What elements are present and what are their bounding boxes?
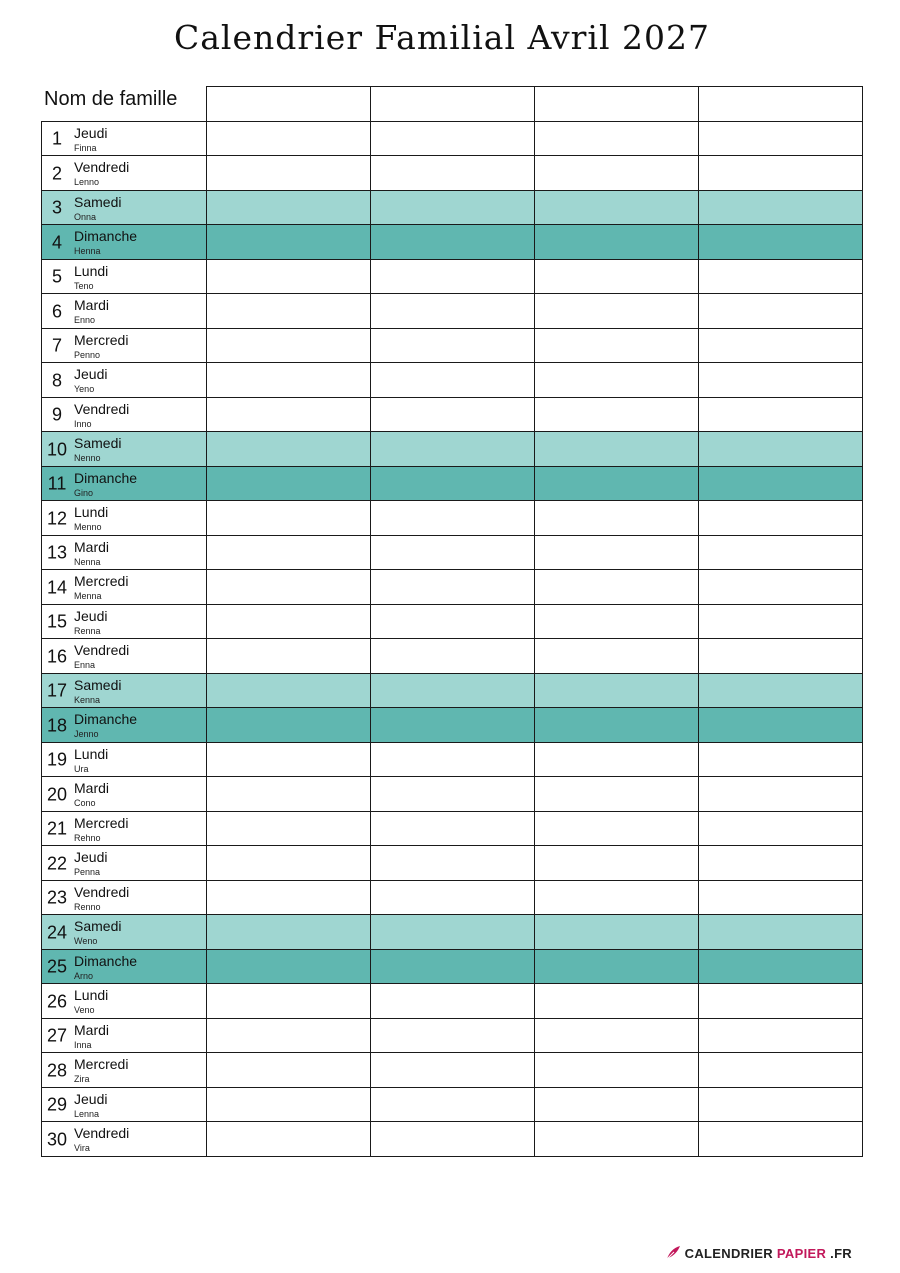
saint-name: Cono — [74, 798, 96, 808]
entry-cell[interactable] — [699, 673, 863, 708]
entry-cell[interactable] — [535, 811, 699, 846]
entry-cell[interactable] — [207, 535, 371, 570]
entry-cell[interactable] — [535, 328, 699, 363]
entry-cell[interactable] — [207, 604, 371, 639]
entry-cell[interactable] — [535, 1087, 699, 1122]
saint-name: Gino — [74, 487, 94, 498]
entry-cell[interactable] — [207, 777, 371, 812]
day-cell — [42, 1018, 207, 1053]
entry-cell[interactable] — [535, 294, 699, 329]
day-cell — [42, 777, 207, 812]
day-row — [42, 949, 863, 984]
saint-name: Veno — [74, 1005, 95, 1015]
day-number: 10 — [46, 439, 68, 460]
day-cell — [42, 432, 207, 467]
day-cell — [42, 156, 207, 191]
day-row — [42, 708, 863, 743]
entry-cell[interactable] — [699, 639, 863, 674]
day-cell — [42, 915, 207, 950]
entry-cell[interactable] — [207, 501, 371, 536]
family-name-label: Nom de famille — [44, 88, 178, 110]
family-member-cell[interactable] — [207, 87, 371, 122]
entry-cell[interactable] — [535, 570, 699, 605]
day-row — [42, 190, 863, 225]
entry-cell[interactable] — [699, 501, 863, 536]
entry-cell[interactable] — [371, 880, 535, 915]
day-row — [42, 294, 863, 329]
entry-cell[interactable] — [371, 915, 535, 950]
day-cell — [42, 259, 207, 294]
entry-cell[interactable] — [371, 121, 535, 156]
day-cell — [42, 984, 207, 1019]
saint-name: Enno — [74, 315, 96, 325]
saint-name: Vira — [74, 1143, 90, 1153]
entry-cell[interactable] — [371, 811, 535, 846]
brand-text-part3: .FR — [830, 1245, 852, 1261]
day-row — [42, 604, 863, 639]
entry-cell[interactable] — [371, 708, 535, 743]
entry-cell[interactable] — [207, 639, 371, 674]
day-name: Dimanche — [74, 469, 138, 486]
day-cell — [42, 1122, 207, 1157]
entry-cell[interactable] — [535, 397, 699, 432]
day-name: Mardi — [74, 297, 110, 313]
saint-name: Teno — [74, 280, 94, 291]
entry-cell[interactable] — [371, 432, 535, 467]
day-number: 1 — [51, 128, 62, 149]
day-name: Lundi — [74, 504, 109, 520]
entry-cell[interactable] — [535, 673, 699, 708]
entry-cell[interactable] — [535, 432, 699, 467]
day-name: Vendredi — [74, 1125, 130, 1141]
entry-cell[interactable] — [207, 363, 371, 398]
feather-icon — [665, 1245, 681, 1261]
saint-name: Renna — [74, 625, 101, 636]
entry-cell[interactable] — [371, 673, 535, 708]
saint-name: Onna — [74, 211, 97, 222]
day-number: 22 — [46, 853, 68, 874]
day-row — [42, 742, 863, 777]
day-number: 18 — [46, 715, 68, 736]
day-name: Jeudi — [74, 366, 108, 382]
saint-name: Jenno — [74, 729, 99, 739]
day-cell — [42, 535, 207, 570]
entry-cell[interactable] — [207, 466, 371, 501]
saint-name: Yeno — [74, 384, 95, 394]
entry-cell[interactable] — [699, 1053, 863, 1088]
entry-cell[interactable] — [207, 1018, 371, 1053]
day-name: Mercredi — [74, 331, 129, 348]
day-row — [42, 1018, 863, 1053]
family-member-cell[interactable] — [535, 87, 699, 122]
brand-text-part1: CALENDRIER — [684, 1245, 773, 1261]
entry-cell[interactable] — [699, 294, 863, 329]
entry-cell[interactable] — [699, 708, 863, 743]
saint-name: Menno — [74, 522, 102, 532]
entry-cell[interactable] — [535, 949, 699, 984]
entry-cell[interactable] — [535, 915, 699, 950]
day-number: 29 — [46, 1094, 68, 1115]
day-row — [42, 466, 863, 501]
entry-cell[interactable] — [699, 1122, 863, 1157]
day-row — [42, 363, 863, 398]
entry-cell[interactable] — [535, 1018, 699, 1053]
entry-cell[interactable] — [207, 225, 371, 260]
saint-name: Henna — [74, 246, 101, 256]
entry-cell[interactable] — [207, 949, 371, 984]
entry-cell[interactable] — [699, 811, 863, 846]
entry-cell[interactable] — [535, 880, 699, 915]
entry-cell[interactable] — [371, 949, 535, 984]
entry-cell[interactable] — [535, 708, 699, 743]
day-row — [42, 639, 863, 674]
day-cell — [42, 604, 207, 639]
day-name: Lundi — [74, 745, 109, 762]
day-row — [42, 811, 863, 846]
day-number: 24 — [46, 922, 68, 943]
entry-cell[interactable] — [207, 880, 371, 915]
day-number: 17 — [46, 680, 68, 701]
entry-cell[interactable] — [535, 604, 699, 639]
entry-cell[interactable] — [699, 846, 863, 881]
entry-cell[interactable] — [207, 811, 371, 846]
day-number: 20 — [46, 784, 68, 805]
brand-text-part2: PAPIER — [776, 1245, 827, 1261]
entry-cell[interactable] — [699, 1087, 863, 1122]
entry-cell[interactable] — [699, 742, 863, 777]
entry-cell[interactable] — [535, 777, 699, 812]
day-number: 2 — [51, 163, 62, 184]
calendar-table — [41, 86, 863, 1157]
day-name: Samedi — [74, 435, 122, 451]
entry-cell[interactable] — [207, 673, 371, 708]
entry-cell[interactable] — [207, 1122, 371, 1157]
entry-cell[interactable] — [207, 570, 371, 605]
day-row — [42, 1087, 863, 1122]
day-row — [42, 570, 863, 605]
saint-name: Penna — [74, 867, 101, 877]
day-row — [42, 777, 863, 812]
day-cell — [42, 501, 207, 536]
day-number: 21 — [46, 818, 68, 839]
day-name: Dimanche — [74, 952, 138, 969]
saint-name: Lenno — [74, 177, 100, 187]
day-row — [42, 984, 863, 1019]
day-row — [42, 121, 863, 156]
entry-cell[interactable] — [699, 432, 863, 467]
day-row — [42, 880, 863, 915]
day-name: Jeudi — [74, 849, 108, 865]
entry-cell[interactable] — [699, 190, 863, 225]
day-name: Mardi — [74, 538, 110, 555]
day-number: 6 — [51, 301, 62, 322]
entry-cell[interactable] — [699, 880, 863, 915]
family-member-cell[interactable] — [699, 87, 863, 122]
entry-cell[interactable] — [371, 742, 535, 777]
day-name: Mercredi — [74, 573, 129, 589]
day-name: Mardi — [74, 1021, 110, 1038]
day-number: 7 — [51, 335, 62, 356]
entry-cell[interactable] — [207, 1087, 371, 1122]
entry-cell[interactable] — [371, 1053, 535, 1088]
day-cell — [42, 121, 207, 156]
day-name: Jeudi — [74, 124, 108, 141]
day-row — [42, 501, 863, 536]
day-cell — [42, 570, 207, 605]
entry-cell[interactable] — [535, 639, 699, 674]
day-row — [42, 156, 863, 191]
day-name: Jeudi — [74, 607, 108, 624]
day-name: Vendredi — [74, 883, 130, 900]
day-number: 8 — [51, 370, 62, 391]
family-member-cell[interactable] — [371, 87, 535, 122]
entry-cell[interactable] — [371, 190, 535, 225]
day-number: 3 — [51, 197, 62, 218]
saint-name: Penno — [74, 349, 101, 360]
entry-cell[interactable] — [371, 639, 535, 674]
entry-cell[interactable] — [699, 915, 863, 950]
entry-cell[interactable] — [535, 190, 699, 225]
day-cell — [42, 225, 207, 260]
day-cell — [42, 708, 207, 743]
day-number: 16 — [46, 646, 68, 667]
day-number: 27 — [46, 1025, 68, 1046]
entry-cell[interactable] — [371, 1122, 535, 1157]
entry-cell[interactable] — [699, 121, 863, 156]
entry-cell[interactable] — [699, 156, 863, 191]
saint-name: Zira — [74, 1074, 90, 1084]
brand-logo — [665, 1245, 852, 1261]
entry-cell[interactable] — [535, 156, 699, 191]
entry-cell[interactable] — [699, 225, 863, 260]
day-cell — [42, 363, 207, 398]
saint-name: Rehno — [74, 832, 101, 843]
day-number: 12 — [46, 508, 68, 529]
entry-cell[interactable] — [535, 984, 699, 1019]
day-number: 9 — [51, 404, 62, 425]
entry-cell[interactable] — [207, 742, 371, 777]
saint-name: Lenna — [74, 1108, 100, 1119]
day-row — [42, 259, 863, 294]
day-cell — [42, 1087, 207, 1122]
saint-name: Menna — [74, 591, 102, 601]
entry-cell[interactable] — [207, 328, 371, 363]
entry-cell[interactable] — [699, 777, 863, 812]
entry-cell[interactable] — [699, 535, 863, 570]
day-name: Samedi — [74, 193, 122, 210]
day-name: Mercredi — [74, 1056, 129, 1072]
entry-cell[interactable] — [371, 1018, 535, 1053]
day-number: 26 — [46, 991, 68, 1012]
entry-cell[interactable] — [371, 1087, 535, 1122]
entry-cell[interactable] — [535, 121, 699, 156]
entry-cell[interactable] — [699, 1018, 863, 1053]
entry-cell[interactable] — [371, 777, 535, 812]
day-number: 30 — [46, 1129, 68, 1150]
day-row — [42, 328, 863, 363]
entry-cell[interactable] — [207, 915, 371, 950]
day-row — [42, 432, 863, 467]
day-row — [42, 225, 863, 260]
entry-cell[interactable] — [207, 259, 371, 294]
day-number: 25 — [46, 956, 68, 977]
entry-cell[interactable] — [699, 328, 863, 363]
entry-cell[interactable] — [535, 363, 699, 398]
entry-cell[interactable] — [535, 535, 699, 570]
day-cell — [42, 742, 207, 777]
day-name: Lundi — [74, 987, 109, 1003]
day-row — [42, 1122, 863, 1157]
entry-cell[interactable] — [371, 397, 535, 432]
entry-cell[interactable] — [207, 156, 371, 191]
entry-cell[interactable] — [207, 432, 371, 467]
day-cell — [42, 328, 207, 363]
day-row — [42, 846, 863, 881]
day-cell — [42, 466, 207, 501]
day-number: 13 — [46, 542, 68, 563]
entry-cell[interactable] — [207, 846, 371, 881]
entry-cell[interactable] — [371, 294, 535, 329]
entry-cell[interactable] — [207, 190, 371, 225]
day-name: Vendredi — [74, 159, 130, 175]
day-number: 11 — [47, 473, 67, 494]
entry-cell[interactable] — [371, 466, 535, 501]
saint-name: Nenno — [74, 453, 101, 463]
day-cell — [42, 190, 207, 225]
day-number: 23 — [46, 887, 68, 908]
day-cell — [42, 880, 207, 915]
day-cell — [42, 811, 207, 846]
entry-cell[interactable] — [207, 708, 371, 743]
day-row — [42, 535, 863, 570]
entry-cell[interactable] — [371, 570, 535, 605]
entry-cell[interactable] — [699, 949, 863, 984]
entry-cell[interactable] — [535, 259, 699, 294]
day-name: Mardi — [74, 780, 110, 796]
day-cell — [42, 397, 207, 432]
day-name: Samedi — [74, 918, 122, 934]
day-cell — [42, 846, 207, 881]
saint-name: Nenna — [74, 556, 101, 567]
entry-cell[interactable] — [535, 742, 699, 777]
saint-name: Finna — [74, 142, 97, 153]
entry-cell[interactable] — [699, 604, 863, 639]
entry-cell[interactable] — [699, 259, 863, 294]
day-cell — [42, 673, 207, 708]
day-name: Samedi — [74, 676, 122, 693]
entry-cell[interactable] — [699, 363, 863, 398]
entry-cell[interactable] — [371, 846, 535, 881]
day-row — [42, 915, 863, 950]
entry-cell[interactable] — [371, 984, 535, 1019]
day-row — [42, 397, 863, 432]
day-cell — [42, 1053, 207, 1088]
day-number: 4 — [51, 232, 62, 253]
saint-name: Weno — [74, 936, 98, 946]
entry-cell[interactable] — [371, 156, 535, 191]
saint-name: Enna — [74, 660, 96, 670]
entry-cell[interactable] — [371, 328, 535, 363]
entry-cell[interactable] — [371, 259, 535, 294]
day-number: 15 — [46, 611, 68, 632]
day-number: 5 — [51, 266, 62, 287]
day-number: 28 — [46, 1060, 68, 1081]
day-name: Lundi — [74, 262, 109, 279]
day-cell — [42, 294, 207, 329]
day-row — [42, 673, 863, 708]
day-number: 14 — [46, 577, 68, 598]
entry-cell[interactable] — [207, 397, 371, 432]
day-number: 19 — [46, 749, 68, 770]
entry-cell[interactable] — [207, 294, 371, 329]
saint-name: Renno — [74, 901, 101, 912]
day-name: Vendredi — [74, 642, 130, 658]
entry-cell[interactable] — [371, 604, 535, 639]
day-cell — [42, 949, 207, 984]
saint-name: Arno — [74, 970, 94, 981]
saint-name: Inno — [74, 418, 92, 429]
entry-cell[interactable] — [371, 225, 535, 260]
entry-cell[interactable] — [371, 363, 535, 398]
day-name: Dimanche — [74, 711, 138, 727]
entry-cell[interactable] — [535, 1053, 699, 1088]
entry-cell[interactable] — [535, 466, 699, 501]
saint-name: Ura — [74, 763, 89, 774]
day-name: Mercredi — [74, 814, 129, 831]
entry-cell[interactable] — [207, 1053, 371, 1088]
page-title: Calendrier Familial Avril 2027 — [173, 18, 710, 57]
day-row — [42, 1053, 863, 1088]
entry-cell[interactable] — [371, 501, 535, 536]
saint-name: Kenna — [74, 694, 101, 705]
day-cell — [42, 639, 207, 674]
entry-cell[interactable] — [207, 121, 371, 156]
entry-cell[interactable] — [535, 501, 699, 536]
entry-cell[interactable] — [699, 397, 863, 432]
day-name: Jeudi — [74, 1090, 108, 1107]
day-name: Dimanche — [74, 228, 138, 244]
entry-cell[interactable] — [535, 846, 699, 881]
entry-cell[interactable] — [535, 1122, 699, 1157]
entry-cell[interactable] — [371, 535, 535, 570]
saint-name: Inna — [74, 1039, 92, 1050]
entry-cell[interactable] — [207, 984, 371, 1019]
entry-cell[interactable] — [699, 984, 863, 1019]
entry-cell[interactable] — [535, 225, 699, 260]
entry-cell[interactable] — [699, 570, 863, 605]
day-name: Vendredi — [74, 400, 130, 417]
entry-cell[interactable] — [699, 466, 863, 501]
